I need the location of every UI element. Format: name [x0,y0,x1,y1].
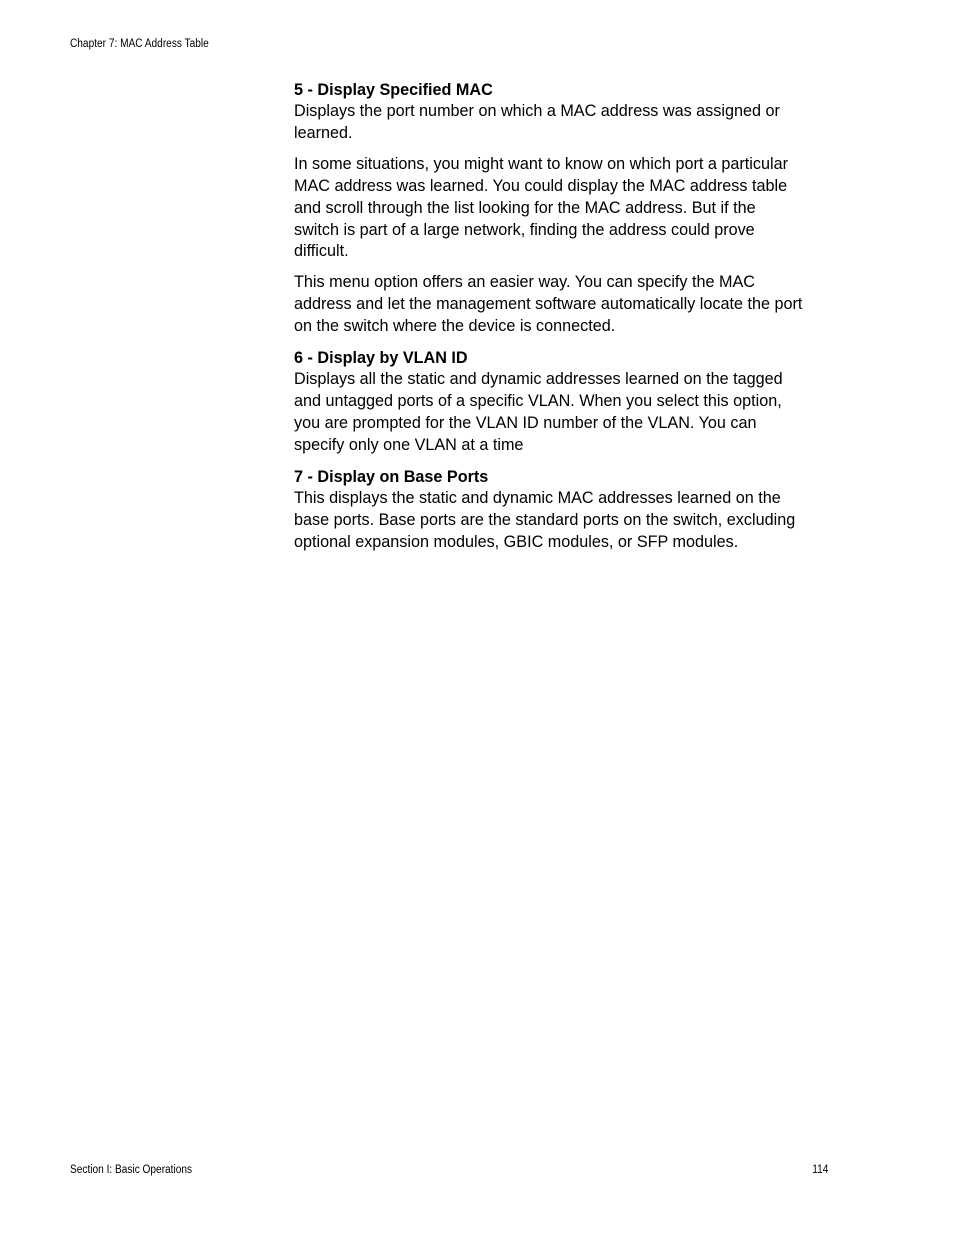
running-header: Chapter 7: MAC Address Table [70,38,209,50]
running-footer: Section I: Basic Operations [70,1164,193,1176]
section-display-on-base-ports [294,466,804,554]
section-display-specified-mac [294,79,804,338]
section-heading: 5 - Display Specified MAC [294,81,493,99]
section-heading: 7 - Display on Base Ports [294,467,489,486]
paragraph: In some situations, you might want to know on which port a particular MAC address was learned. You could display the MAC address table and scroll through the list looking for the MAC address. But if the switch is part of a large network, finding the address could prove difficult. [294,154,788,261]
section-display-by-vlan-id [294,347,804,457]
page-number: 114 [811,1164,828,1176]
paragraph: Displays all the static and dynamic addresses learned on the tagged and untagged ports of a specific VLAN. When you select this option, you are prompted for the VLAN ID number of the VLAN. You can specify only one VLAN at a time [294,370,783,454]
paragraph: Displays the port number on which a MAC address was assigned or learned. [294,102,780,142]
paragraph: This menu option offers an easier way. You can specify the MAC address and let the management software automatically locate the port on the switch where the device is connected. [294,273,803,336]
paragraph: This displays the static and dynamic MAC addresses learned on the base ports. Base ports are the standard ports on the switch, excluding optional expansion modules, GBIC modules, or SFP modules. [294,488,796,551]
section-heading: 6 - Display by VLAN ID [294,349,468,368]
document-body [294,79,804,562]
